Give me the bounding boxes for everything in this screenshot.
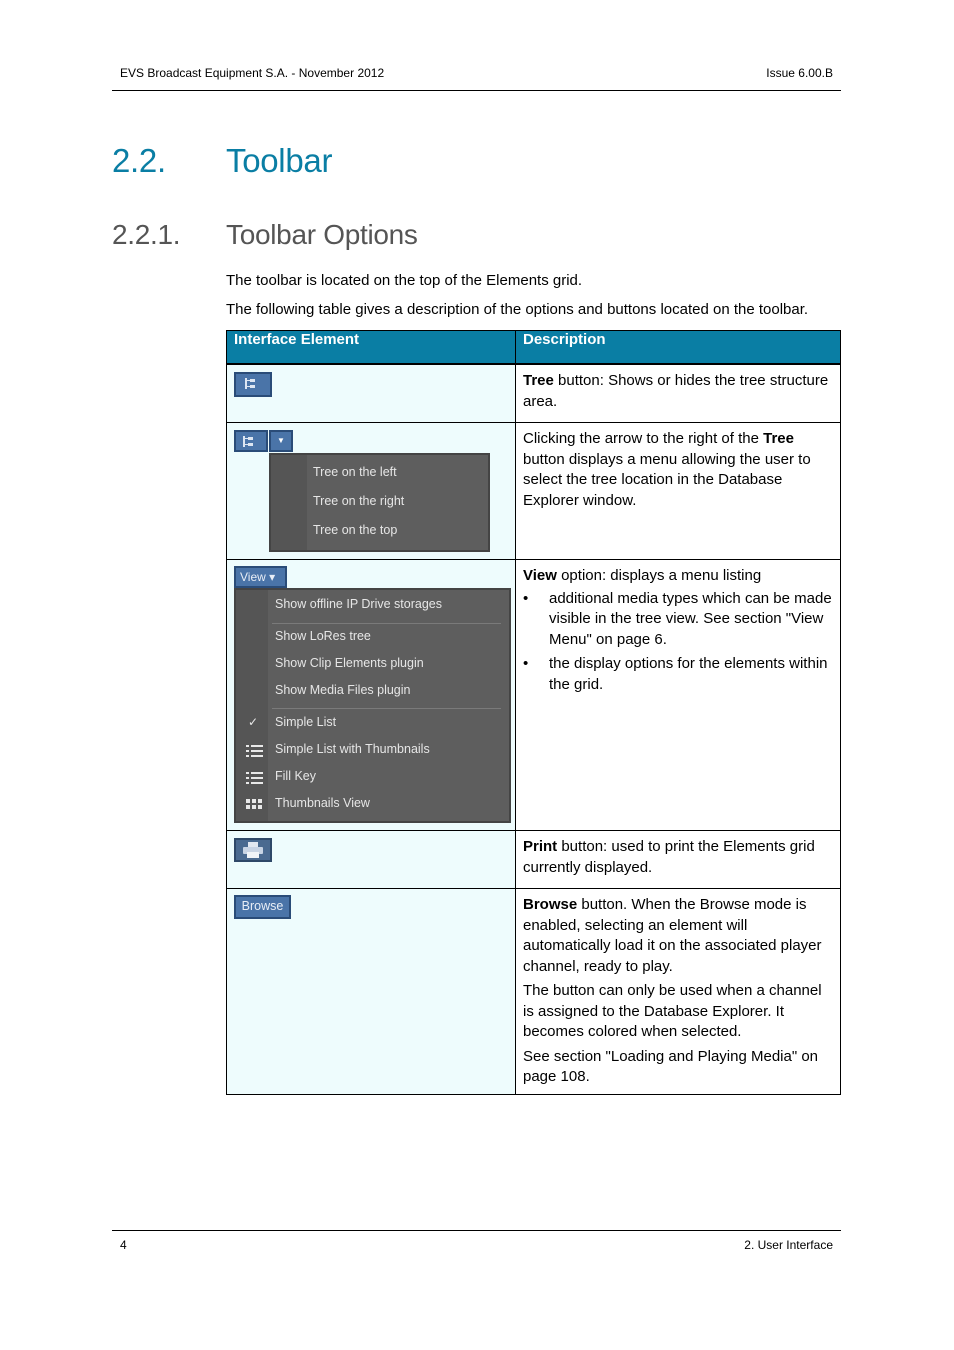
menu-separator bbox=[272, 708, 501, 709]
subsection-number: 2.2.1. bbox=[112, 219, 181, 250]
list-item: • additional media types which can be made visible in the tree view. See section "View Menu" on page 6. bbox=[523, 589, 834, 651]
menu-item-lores-tree[interactable]: Show LoRes tree bbox=[275, 629, 371, 643]
tree-menu-desc-post: button displays a menu allowing the user to select the tree location in the Database Explorer window. bbox=[523, 450, 811, 509]
table-row bbox=[227, 831, 841, 889]
print-button[interactable] bbox=[234, 838, 272, 862]
table-row bbox=[227, 560, 841, 831]
footer-chapter: 2. User Interface bbox=[744, 1238, 833, 1252]
print-desc-text: button: used to print the Elements grid currently displayed. bbox=[523, 838, 815, 876]
tree-menu-cell bbox=[227, 423, 516, 560]
term-tree: Tree bbox=[523, 372, 554, 389]
tree-dropdown-arrow[interactable]: ▼ bbox=[269, 430, 293, 452]
subsection-heading bbox=[112, 219, 418, 251]
view-menu-cell bbox=[227, 560, 516, 831]
tree-button-cell bbox=[227, 364, 516, 423]
menu-separator bbox=[272, 623, 501, 624]
view-desc-list bbox=[523, 589, 834, 696]
view-menu bbox=[234, 588, 511, 823]
browse-desc-text: button. When the Browse mode is enabled, selecting an element will automatically load it on the associated player channel, ready to play. bbox=[523, 896, 822, 975]
browse-button[interactable]: Browse bbox=[234, 895, 291, 919]
tree-menu-desc-pre: Clicking the arrow to the right of the bbox=[523, 430, 764, 447]
browse-button-description bbox=[516, 889, 841, 1095]
footer-rule bbox=[112, 1230, 841, 1231]
tree-button-description bbox=[516, 364, 841, 423]
menu-item-offline-ip[interactable]: Show offline IP Drive storages bbox=[275, 597, 442, 611]
checkmark-icon: ✓ bbox=[248, 715, 259, 729]
view-button[interactable]: View ▾ bbox=[234, 566, 287, 588]
list-item: • the display options for the elements within the grid. bbox=[523, 654, 834, 695]
tree-icon bbox=[242, 435, 258, 448]
menu-item-fill-key[interactable]: Fill Key bbox=[275, 769, 316, 783]
view-menu-description bbox=[516, 560, 841, 831]
menu-item-tree-top[interactable]: Tree on the top bbox=[313, 523, 398, 537]
subsection-title: Toolbar Options bbox=[226, 219, 418, 250]
table-row bbox=[227, 889, 841, 1095]
menu-item-simple-list[interactable]: Simple List bbox=[275, 715, 337, 729]
list-thumbnails-icon bbox=[246, 745, 263, 757]
tree-button[interactable] bbox=[234, 430, 268, 452]
table-row bbox=[227, 423, 841, 560]
term-print: Print bbox=[523, 838, 558, 855]
term-browse: Browse bbox=[523, 896, 578, 913]
header-rule bbox=[112, 90, 841, 91]
tree-button[interactable] bbox=[234, 372, 272, 397]
fill-key-icon bbox=[246, 772, 263, 784]
term-view: View bbox=[523, 567, 557, 584]
browse-desc-paragraph-3: See section "Loading and Playing Media" on page 108. bbox=[523, 1047, 819, 1085]
term-tree: Tree bbox=[763, 430, 794, 447]
printer-icon bbox=[242, 842, 264, 858]
table-row bbox=[227, 364, 841, 423]
toolbar-options-table bbox=[226, 330, 841, 1095]
menu-item-clip-elements[interactable]: Show Clip Elements plugin bbox=[275, 656, 424, 670]
header-left: EVS Broadcast Equipment S.A. - November 2012 bbox=[120, 66, 385, 80]
thumbnails-grid-icon bbox=[246, 799, 263, 810]
menu-item-tree-right[interactable]: Tree on the right bbox=[313, 494, 405, 508]
menu-gutter bbox=[236, 590, 268, 821]
view-desc-text: option: displays a menu listing bbox=[556, 567, 762, 584]
page-number: 4 bbox=[120, 1238, 127, 1252]
menu-item-tree-left[interactable]: Tree on the left bbox=[313, 465, 397, 479]
tree-location-menu bbox=[269, 453, 490, 552]
table-header-row bbox=[227, 331, 841, 365]
print-button-cell bbox=[227, 831, 516, 889]
browse-desc-paragraph-2: The button can only be used when a channel is assigned to the Database Explorer. It becomes colored when selected. bbox=[523, 982, 822, 1040]
tree-menu-description bbox=[516, 423, 841, 560]
menu-gutter bbox=[271, 455, 307, 550]
column-header-interface: Interface Element bbox=[227, 331, 516, 365]
section-title: Toolbar bbox=[226, 142, 333, 179]
section-number: 2.2. bbox=[112, 142, 166, 179]
column-header-description: Description bbox=[516, 331, 841, 365]
print-button-description bbox=[516, 831, 841, 889]
menu-item-thumbnails-view[interactable]: Thumbnails View bbox=[275, 796, 370, 810]
intro-paragraph-2: The following table gives a description of the options and buttons located on the toolbar. bbox=[226, 301, 809, 318]
intro-paragraph-1: The toolbar is located on the top of the Elements grid. bbox=[226, 272, 583, 289]
menu-item-simple-list-thumbnails[interactable]: Simple List with Thumbnails bbox=[275, 742, 430, 756]
menu-item-media-files[interactable]: Show Media Files plugin bbox=[275, 683, 411, 697]
header-right: Issue 6.00.B bbox=[766, 66, 833, 80]
tree-icon bbox=[244, 377, 260, 390]
browse-button-cell bbox=[227, 889, 516, 1095]
section-heading bbox=[112, 142, 333, 180]
tree-desc-text: button: Shows or hides the tree structure area. bbox=[523, 372, 829, 410]
